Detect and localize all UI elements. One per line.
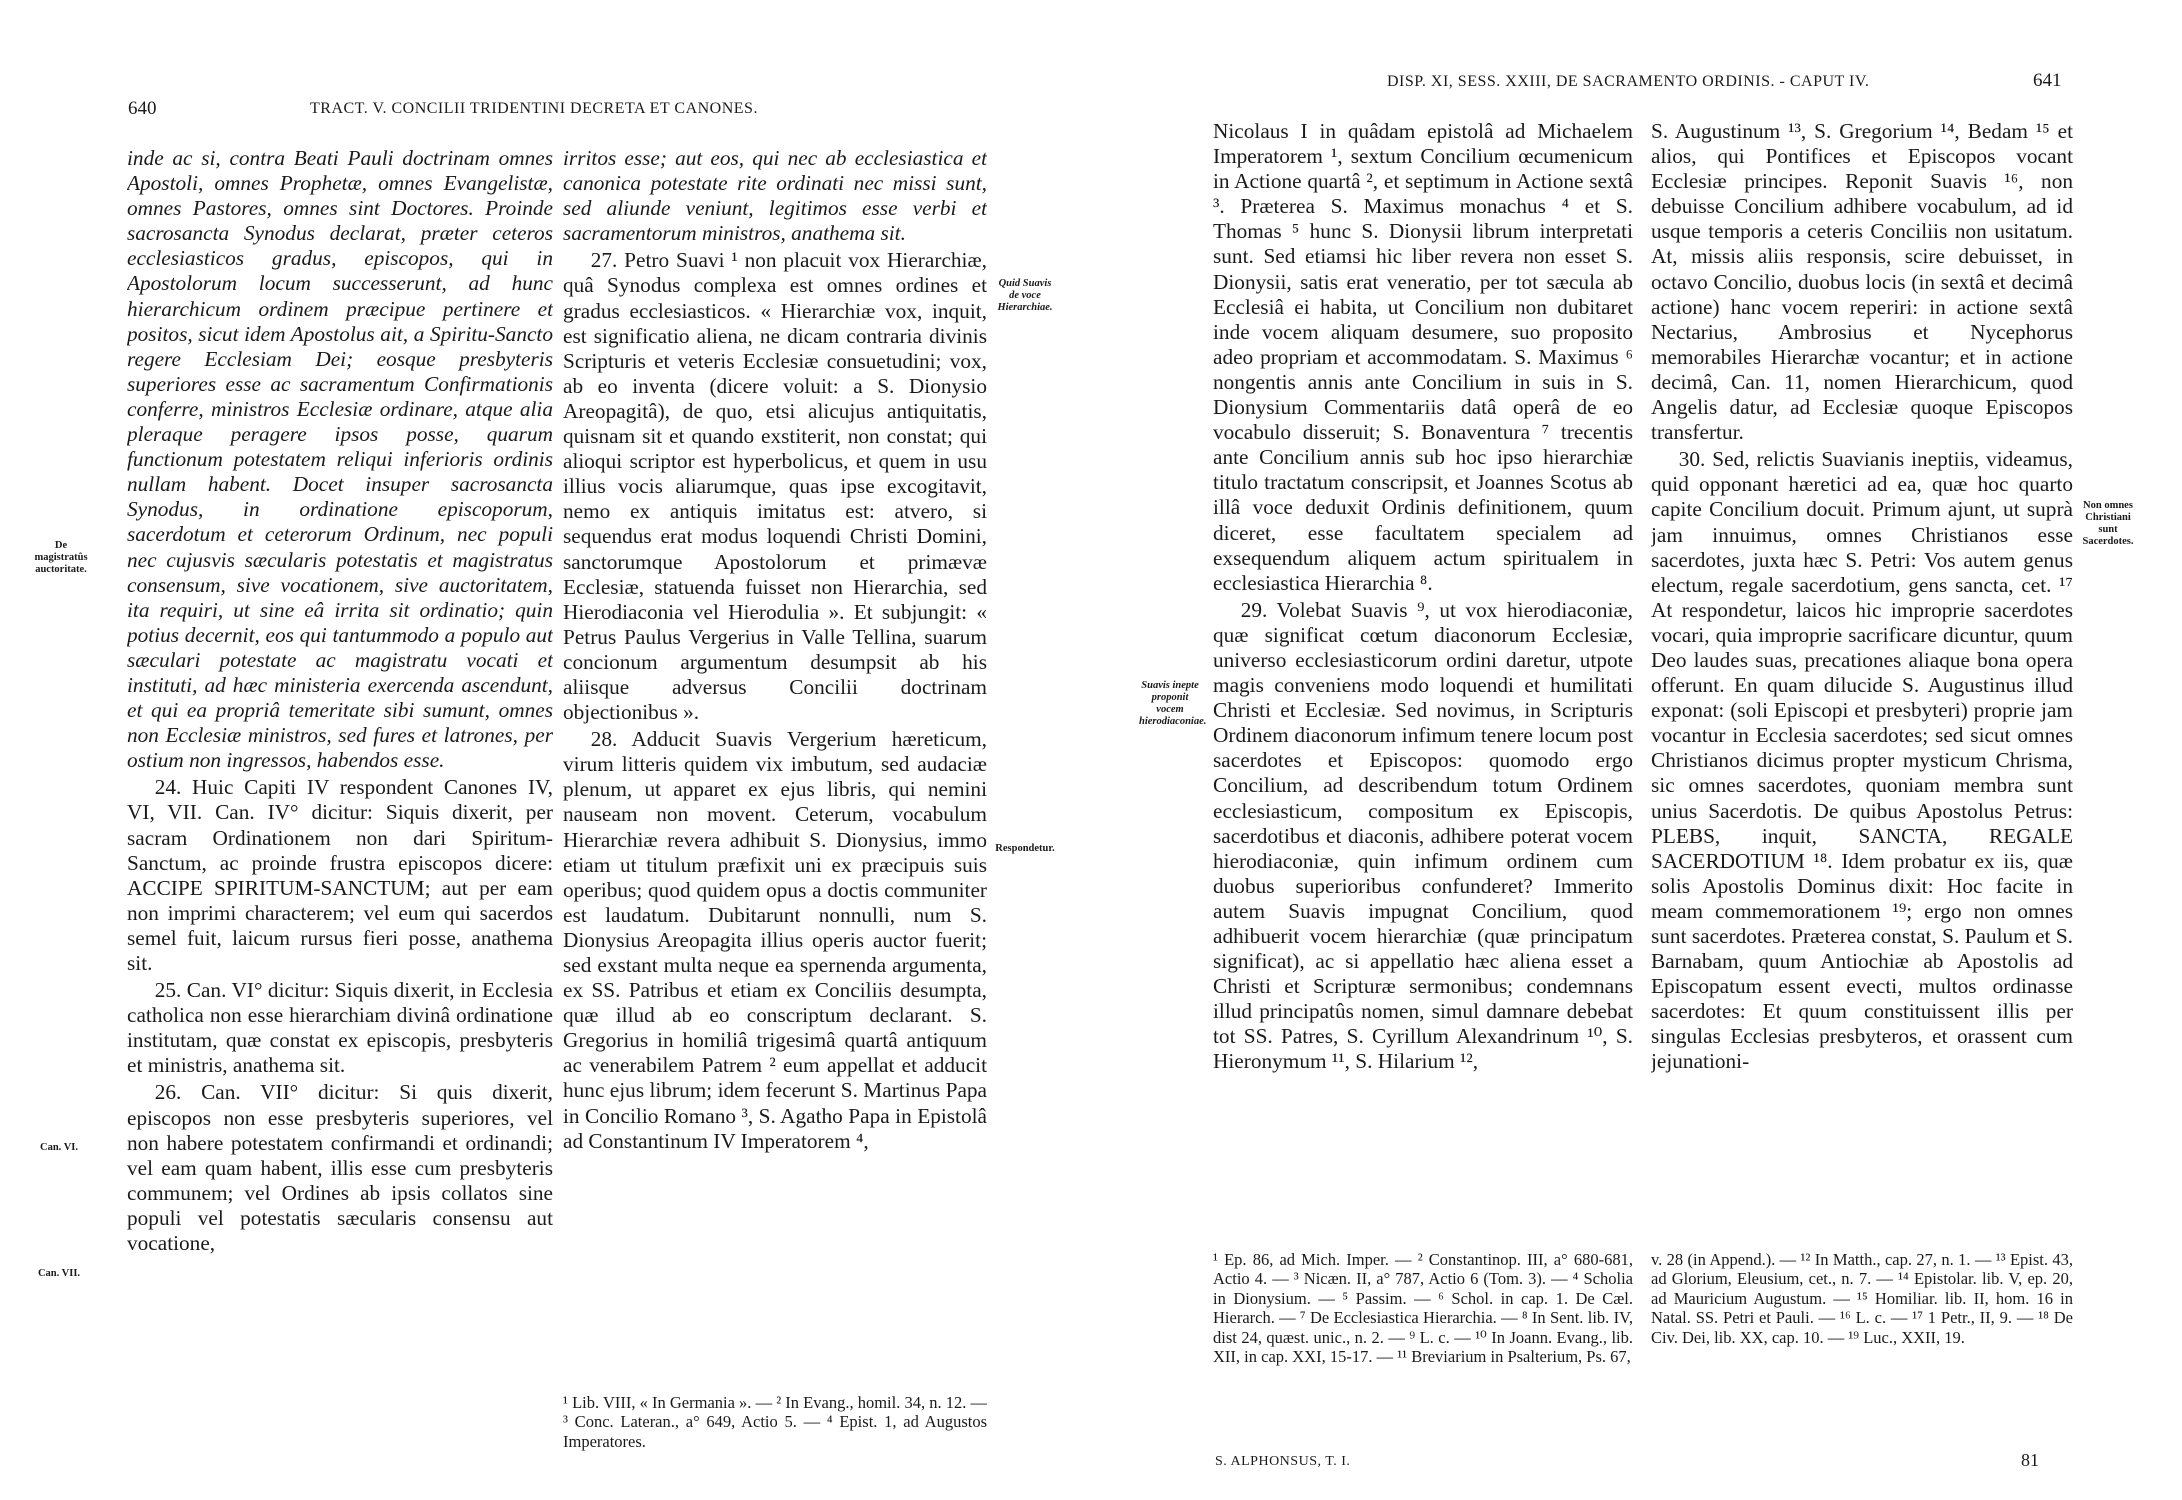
paragraph: Nicolaus I in quâdam epistolâ ad Michaelem Imperatorem ¹, sextum Concilium œcumenicum in Actione quartâ ², et septimum in Actione sextâ ³. Præterea S. Maximus monachus ⁴ et S. Thomas ⁵ hunc S. Dionysii librum interpretati sunt. Sed etiamsi hic liber revera non esset S. Dionysii, satis erat veneratio, per tot sæcula ab Ecclesiâ ei habita, ut Concilium non dubitaret inde vocem aliquam desumere, suo proposito adeo propriam et accommodatam. S. Maximus ⁶ nongentis annis ante Concilium in suis in S. Dionysium Commentariis datâ operâ de eo vocabulo disseruit; S. Bonaventura ⁷ trecentis ante Concilium annis sub hoc ipso hierarchiæ titulo tractatum conscripsit, et Joannes Scotus ab illâ voce deduxit Ordinis definitionem, quum diceret, esse facultatem specialem ad exsequendum aliquem actum spiritualem in ecclesiastica Hierarchia ⁸. (1213, 119, 1633, 595)
left-column-2 (563, 146, 987, 1286)
footnote-text: ¹ Ep. 86, ad Mich. Imper. — ² Constantinop. III, a° 680-681, Actio 4. — ³ Nicæn. II, a° 787, Actio 6 (Tom. 3). — ⁴ Scholia in Dionysium. — ⁵ Passim. — ⁶ Schol. in cap. 1. De Cæl. Hierarch. — ⁷ De Ecclesiastica Hierarchia. — ⁸ In Sent. lib. IV, dist 24, quæst. unic., n. 2. — ⁹ L. c. — ¹⁰ In Joann. Evang., lib. XII, in cap. XXI, 15-17. — ¹¹ Breviarium in Psalterium, Ps. 67, (1213, 1250, 1633, 1367)
paragraph: 29. Volebat Suavis ⁹, ut vox hierodiaconiæ, quæ significat cœtum diaconorum Ecclesiæ, universo ecclesiasticorum ordini daretur, utpote magis conveniens modo loquendi et humilitati Christi et Ecclesiæ. Sed novimus, in Scripturis Ordinem diaconorum infimum tenere locum post sacerdotes et Episcopos: quomodo ergo Concilium, ad describendum totum Ordinem ecclesiasticum, compositum ex Episcopis, sacerdotibus et diaconis, adhibere poterat vocem hierodiaconiæ, quin infimum ordinem cum duobus superioribus confunderet? Immerito autem Suavis impugnat Concilium, quod adhibuerit vocem hierarchiæ (quæ principatum significat), ac si appellatio hæc aliena esset a Christi et Scripturæ sermonibus; condemnans illud principatûs nomen, simul damnare debebat tot SS. Patres, S. Cyrillum Alexandrinum ¹⁰, S. Hieronymum ¹¹, S. Hilarium ¹², (1213, 597, 1633, 1074)
paragraph: 26. Can. VII° dicitur: Si quis dixerit, episcopos non esse presbyteris superiores, vel non habere potestatem confirmandi et ordinandi; vel eam quam habent, illis esse cum presbyteris communem; vel Ordines ab ipsis collatos sine populi vel potestatis sæcularis consensu aut vocatione, (127, 1080, 553, 1256)
paragraph: 27. Petro Suavi ¹ non placuit vox Hierarchiæ, quâ Synodus complexa est omnes ordines et gradus ecclesiasticos. « Hierarchiæ vox, inquit, est significatio aliena, ne dicam contraria divinis Scripturis et veteris Ecclesiæ consuetudini; vox, ab eo inventa (dicere voluit: a S. Dionysio Areopagitâ), de quo, etsi alicujus antiquitatis, quisnam sit et quando exstiterit, non constat; qui alioqui scriptor est hyperbolicus, et quem in usu illius vocis aliarumque, quas ipse excogitavit, nemo ex antiquis imitatus est: atvero, si sequendus erat modus loquendi Christi Domini, sanctorumque Apostolorum et primævæ Ecclesiæ, statuenda fuisset non Hierarchia, sed Hierodiaconia vel Hierodulia ». Et subjungit: « Petrus Paulus Vergerius in Valle Tellina, suarum concionum argumentum desumpsit ab his aliisque adversus Concilii doctrinam objectionibus ». (563, 248, 987, 725)
paragraph: inde ac si, contra Beati Pauli doctrinam omnes Apostoli, omnes Prophetæ, omnes Evangelistæ, omnes Pastores, omnes sint Doctores. Proinde sacrosancta Synodus declarat, præter ceteros ecclesiasticos gradus, episcopos, qui in Apostolorum locum successerunt, ad hunc hierarchicum ordinem præcipue pertinere et positos, sicut idem Apostolus ait, a Spiritu-Sancto regere Ecclesiam Dei; eosque presbyteris superiores esse ac sacramentum Confirmationis conferre, ministros Ecclesiæ ordinare, atque alia pleraque peragere ipsos posse, quarum functionum potestatem reliqui inferioris ordinis nullam habent. Docet insuper sacrosancta Synodus, in ordinatione episcoporum, sacerdotum et ceterorum Ordinum, nec populi nec cujusvis sæcularis potestatis et magistratus consensum, sive vocationem, sive auctoritatem, ita requiri, ut sine eâ irrita sit ordinatio; quin potius decernit, eos qui tantummodo a populo aut sæculari potestate ac magistratu vocati et instituti, ad hæc ministeria exercenda ascendunt, et qui ea propriâ temeritate sibi sumunt, omnes non Ecclesiæ ministros, sed fures et latrones, per ostium non ingressos, habendos esse. (127, 146, 553, 773)
right-column-1 (1213, 119, 1633, 1231)
paragraph: irritos esse; aut eos, qui nec ab ecclesiastica et canonica potestate rite ordinati nec missi sunt, sed aliunde veniunt, legitimos esse verbi et sacramentorum ministros, anathema sit. (563, 146, 987, 246)
paragraph: 24. Huic Capiti IV respondent Canones IV, VI, VII. Can. IV° dicitur: Siquis dixerit, per sacram Ordinationem non dari Spiritum-Sanctum, ac proinde frustra episcopos dicere: ACCIPE SPIRITUM-SANCTUM; aut per eam non imprimi characterem; vel eum qui sacerdos semel fuit, laicum rursus fieri posse, anathema sit. (127, 775, 553, 975)
footnotes-left-page (563, 1393, 987, 1473)
running-head-left: TRACT. V. CONCILII TRIDENTINI DECRETA ET CANONES. (310, 100, 758, 117)
margin-note-respondetur: Respondetur. (995, 843, 1055, 854)
right-column-2 (1651, 119, 2073, 1231)
margin-note-can-vi: Can. VI. (39, 1142, 79, 1153)
running-head-right: DISP. XI, SESS. XXIII, DE SACRAMENTO ORDINIS. - CAPUT IV. (1387, 73, 1870, 90)
signature-number: 81 (2021, 1450, 2039, 1470)
footnote-text: v. 28 (in Append.). — ¹² In Matth., cap. 27, n. 1. — ¹³ Epist. 43, ad Glorium, Eleusium, cet., n. 7. — ¹⁴ Epistolar. lib. V, ep. 20, ad Mauricium Augustum. — ¹⁵ Homiliar. lib. II, hom. 16 in Natal. SS. Petri et Pauli. — ¹⁶ L. c. — ¹⁷ 1 Petr., II, 9. — ¹⁸ De Civ. Dei, lib. XX, cap. 10. — ¹⁹ Luc., XXII, 19. (1651, 1250, 2073, 1347)
margin-note-de-magistratus: De magistratûs auctoritate. (34, 540, 88, 575)
footnote-text: ¹ Lib. VIII, « In Germania ». — ² In Evang., homil. 34, n. 12. — ³ Conc. Lateran., a° 649, Actio 5. — ⁴ Epist. 1, ad Augustos Imperatores. (563, 1393, 987, 1451)
margin-note-suavis-inepte: Suavis inepte proponit vocem hierodiaconiae. (1139, 680, 1207, 727)
footnotes-right-page-col2 (1651, 1250, 2073, 1400)
signature: S. ALPHONSUS, T. I. (1215, 1454, 1351, 1469)
page-number-right: 641 (2033, 70, 2062, 91)
paragraph: 28. Adducit Suavis Vergerium hæreticum, virum litteris quidem vix imbutum, sed audaciæ plenum, ut apparet ex ejus libris, qui nemini nauseam non movent. Ceterum, vocabulum Hierarchiæ revera adhibuit S. Dionysius, immo etiam ut titulum præfixit uni ex præcipuis suis operibus; quod quidem opus a doctis communiter est laudatum. Dubitarunt nonnulli, num S. Dionysius Areopagita illius operis auctor fuerit; sed exstant multa neque ea spernenda argumenta, ex SS. Patribus et etiam ex Conciliis desumpta, quæ illud ab eo conscriptum declarant. S. Gregorius in homiliâ trigesimâ quartâ antiquum ac venerabilem Patrem ² eum appellat et adducit hunc ejus librum; idem fecerunt S. Martinus Papa in Concilio Romano ³, S. Agatho Papa in Epistolâ ad Constantinum IV Imperatorem ⁴, (563, 727, 987, 1153)
left-column-1 (127, 146, 553, 1464)
footnotes-right-page-col1 (1213, 1250, 1633, 1400)
page-number-left: 640 (128, 98, 157, 119)
paragraph: 25. Can. VI° dicitur: Siquis dixerit, in Ecclesia catholica non esse hierarchiam divinâ ordinatione institutam, quæ constat ex episcopis, presbyteris et ministris, anathema sit. (127, 978, 553, 1078)
right-page (1091, 0, 2182, 1500)
paragraph: S. Augustinum ¹³, S. Gregorium ¹⁴, Bedam ¹⁵ et alios, qui Pontifices et Episcopos vocant Ecclesiæ principes. Reponit Suavis ¹⁶, non debuisse Concilium adhibere vocabulum, ad id usque temporis a ceteris Conciliis non usitatum. At, missis aliis responsis, scire debuisset, in octavo Concilio, duobus locis (in sextâ et decimâ actione) hanc vocem reperiri: in actione sextâ Nectarius, Ambrosius et Nycephorus memorabiles Hierarchæ vocantur; et in actione decimâ, Can. 11, nomen Hierarchicum, quod Angelis datur, ad Ecclesiæ quoque Episcopos transfertur. (1651, 119, 2073, 445)
margin-note-non-omnes: Non omnes Christiani sunt Sacerdotes. (2082, 500, 2134, 547)
margin-note-quid-suavis: Quid Suavis de voce Hierarchiae. (997, 278, 1053, 313)
paragraph: 30. Sed, relictis Suavianis ineptiis, videamus, quid opponant hæretici ad ea, quæ hoc quarto capite Concilium docuit. Primum ajunt, ut suprà jam innuimus, omnes Christianos esse sacerdotes, juxta hæc S. Petri: Vos autem genus electum, regale sacerdotium, gens sancta, cet. ¹⁷ At respondetur, laicos hic improprie sacerdotes vocari, quia improprie sacrificare dicuntur, quum Deo laudes suas, precationes aliaque bona opera offerunt. En quam dilucide S. Augustinus illud exponat: (soli Episcopi et presbyteri) proprie jam vocantur in Ecclesia sacerdotes; sed sicut omnes Christianos dicimus propter mysticum Chrisma, sic omnes sacerdotes, quoniam membra sunt unius Sacerdotis. De quibus Apostolus Petrus: PLEBS, inquit, SANCTA, REGALE SACERDOTIUM ¹⁸. Idem probatur ex iis, quæ solis Apostolis Dominus dixit: Hoc facite in meam commemorationem ¹⁹; ergo non omnes sunt sacerdotes. Præterea constat, S. Paulum et S. Barnabam, quum Antiochiæ ab Apostolis ad Episcopatum essent evecti, multos ordinasse sacerdotes: Et quum constituissent illis per singulas Ecclesias presbyteros, et orassent cum jejunationi- (1651, 447, 2073, 1074)
margin-note-can-vii: Can. VII. (37, 1268, 81, 1279)
